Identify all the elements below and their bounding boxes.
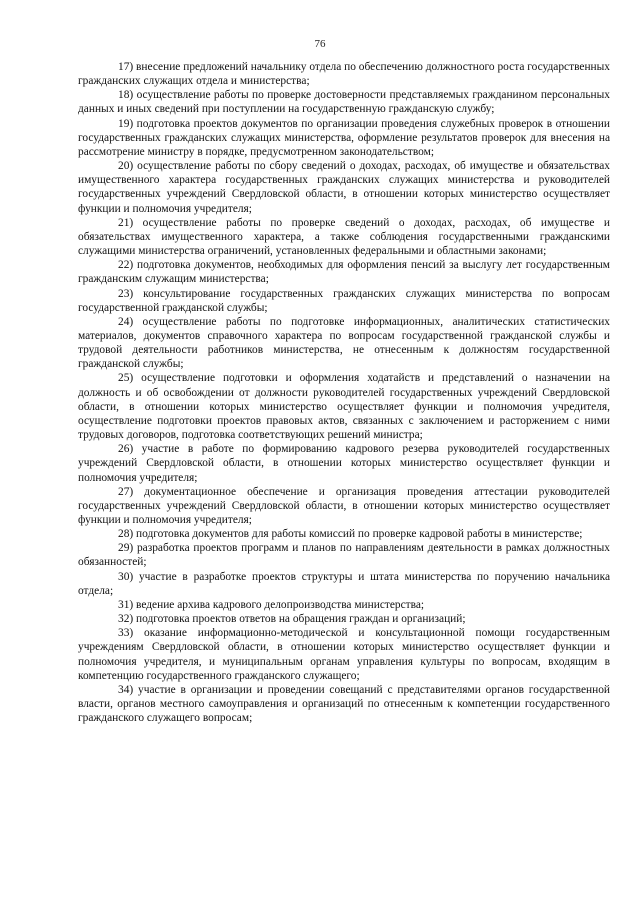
list-item: 24) осуществление работы по подготовке информационных, аналитических статистических материалов, документов справочного характера по вопросам государственной гражданской службы и трудовой деятельности работников министерства, не отнесенным к должностям государственной гражданской службы; [78, 315, 610, 371]
list-item: 27) документационное обеспечение и организация проведения аттестации руководителей государственных учреждений Свердловской области, в отношении которых министерство осуществляет функции и полномочия учредителя; [78, 485, 610, 526]
list-item: 22) подготовка документов, необходимых для оформления пенсий за выслугу лет государственным гражданским служащим министерства; [78, 259, 610, 286]
list-item: 28) подготовка документов для работы комиссий по проверке кадровой работы в министерстве; [118, 528, 583, 541]
list-item: 33) оказание информационно-методической и консультационной помощи государственным учреждениям Свердловской области, в отношении которых министерство осуществляет функции и полномочия учредителя, и муниципальным органам управления культуры по вопросам, входящим в компетенцию государственного гражданского служащего; [78, 627, 610, 682]
list-item: 21) осуществление работы по проверке сведений о доходах, расходах, об имуществе и обязательствах имущественного характера, а также соблюдения государственными гражданскими служащими министерства ограничений, установленных федеральными и областными законами; [78, 216, 610, 258]
list-item: 29) разработка проектов программ и планов по направлениям деятельности в рамках должностных обязанностей; [78, 542, 610, 569]
list-item: 20) осуществление работы по сбору сведений о доходах, расходах, об имуществе и обязательствах имущественного характера государственных гражданских служащих министерства и руководителей государственных учреждений Свердловской области, в отношении которых министерство осуществляет функции и полномочия учредителя; [78, 160, 610, 215]
list-item: 34) участие в организации и проведении совещаний с представителями органов государственной власти, органов местного самоуправления и организаций по отнесенным к компетенции государственного гражданского служащего вопросам; [78, 683, 610, 725]
list-item: 26) участие в работе по формированию кадрового резерва руководителей государственных учреждений Свердловской области, в отношении которых министерство осуществляет функции и полномочия учредителя; [78, 443, 610, 484]
list-item: 31) ведение архива кадрового делопроизводства министерства; [118, 598, 425, 611]
list-item: 19) подготовка проектов документов по организации проведения служебных проверок в отношении государственных гражданских служащих министерства, оформление результатов проверок для внесения на рассмотрение министру в порядке, предусмотренном законодательством; [78, 117, 610, 158]
list-item: 25) осуществление подготовки и оформления ходатайств и представлений о назначении на должность и об освобождении от должности руководителей государственных учреждений Свердловской области, в отношении которых министерство осуществляет функции и полномочия учредителя, осуществление подготовки проектов правовых актов, связанных с заключением и расторжением с ними трудовых договоров, подготовка соответствующих решений министра; [78, 372, 610, 442]
list-item: 18) осуществление работы по проверке достоверности представляемых гражданином персональных данных и иных сведений при поступлении на государственную гражданскую службу; [78, 89, 610, 116]
list-item: 30) участие в разработке проектов структуры и штата министерства по поручению начальника отдела; [78, 570, 610, 597]
page-number: 76 [314, 38, 326, 50]
list-item: 17) внесение предложений начальнику отдела по обеспечению должностного роста государственных гражданских служащих отдела и министерства; [78, 61, 610, 88]
list-item: 32) подготовка проектов ответов на обращения граждан и организаций; [118, 613, 466, 626]
document-body [78, 60, 610, 725]
list-item: 23) консультирование государственных гражданских служащих министерства по вопросам государственной гражданской службы; [78, 287, 610, 314]
